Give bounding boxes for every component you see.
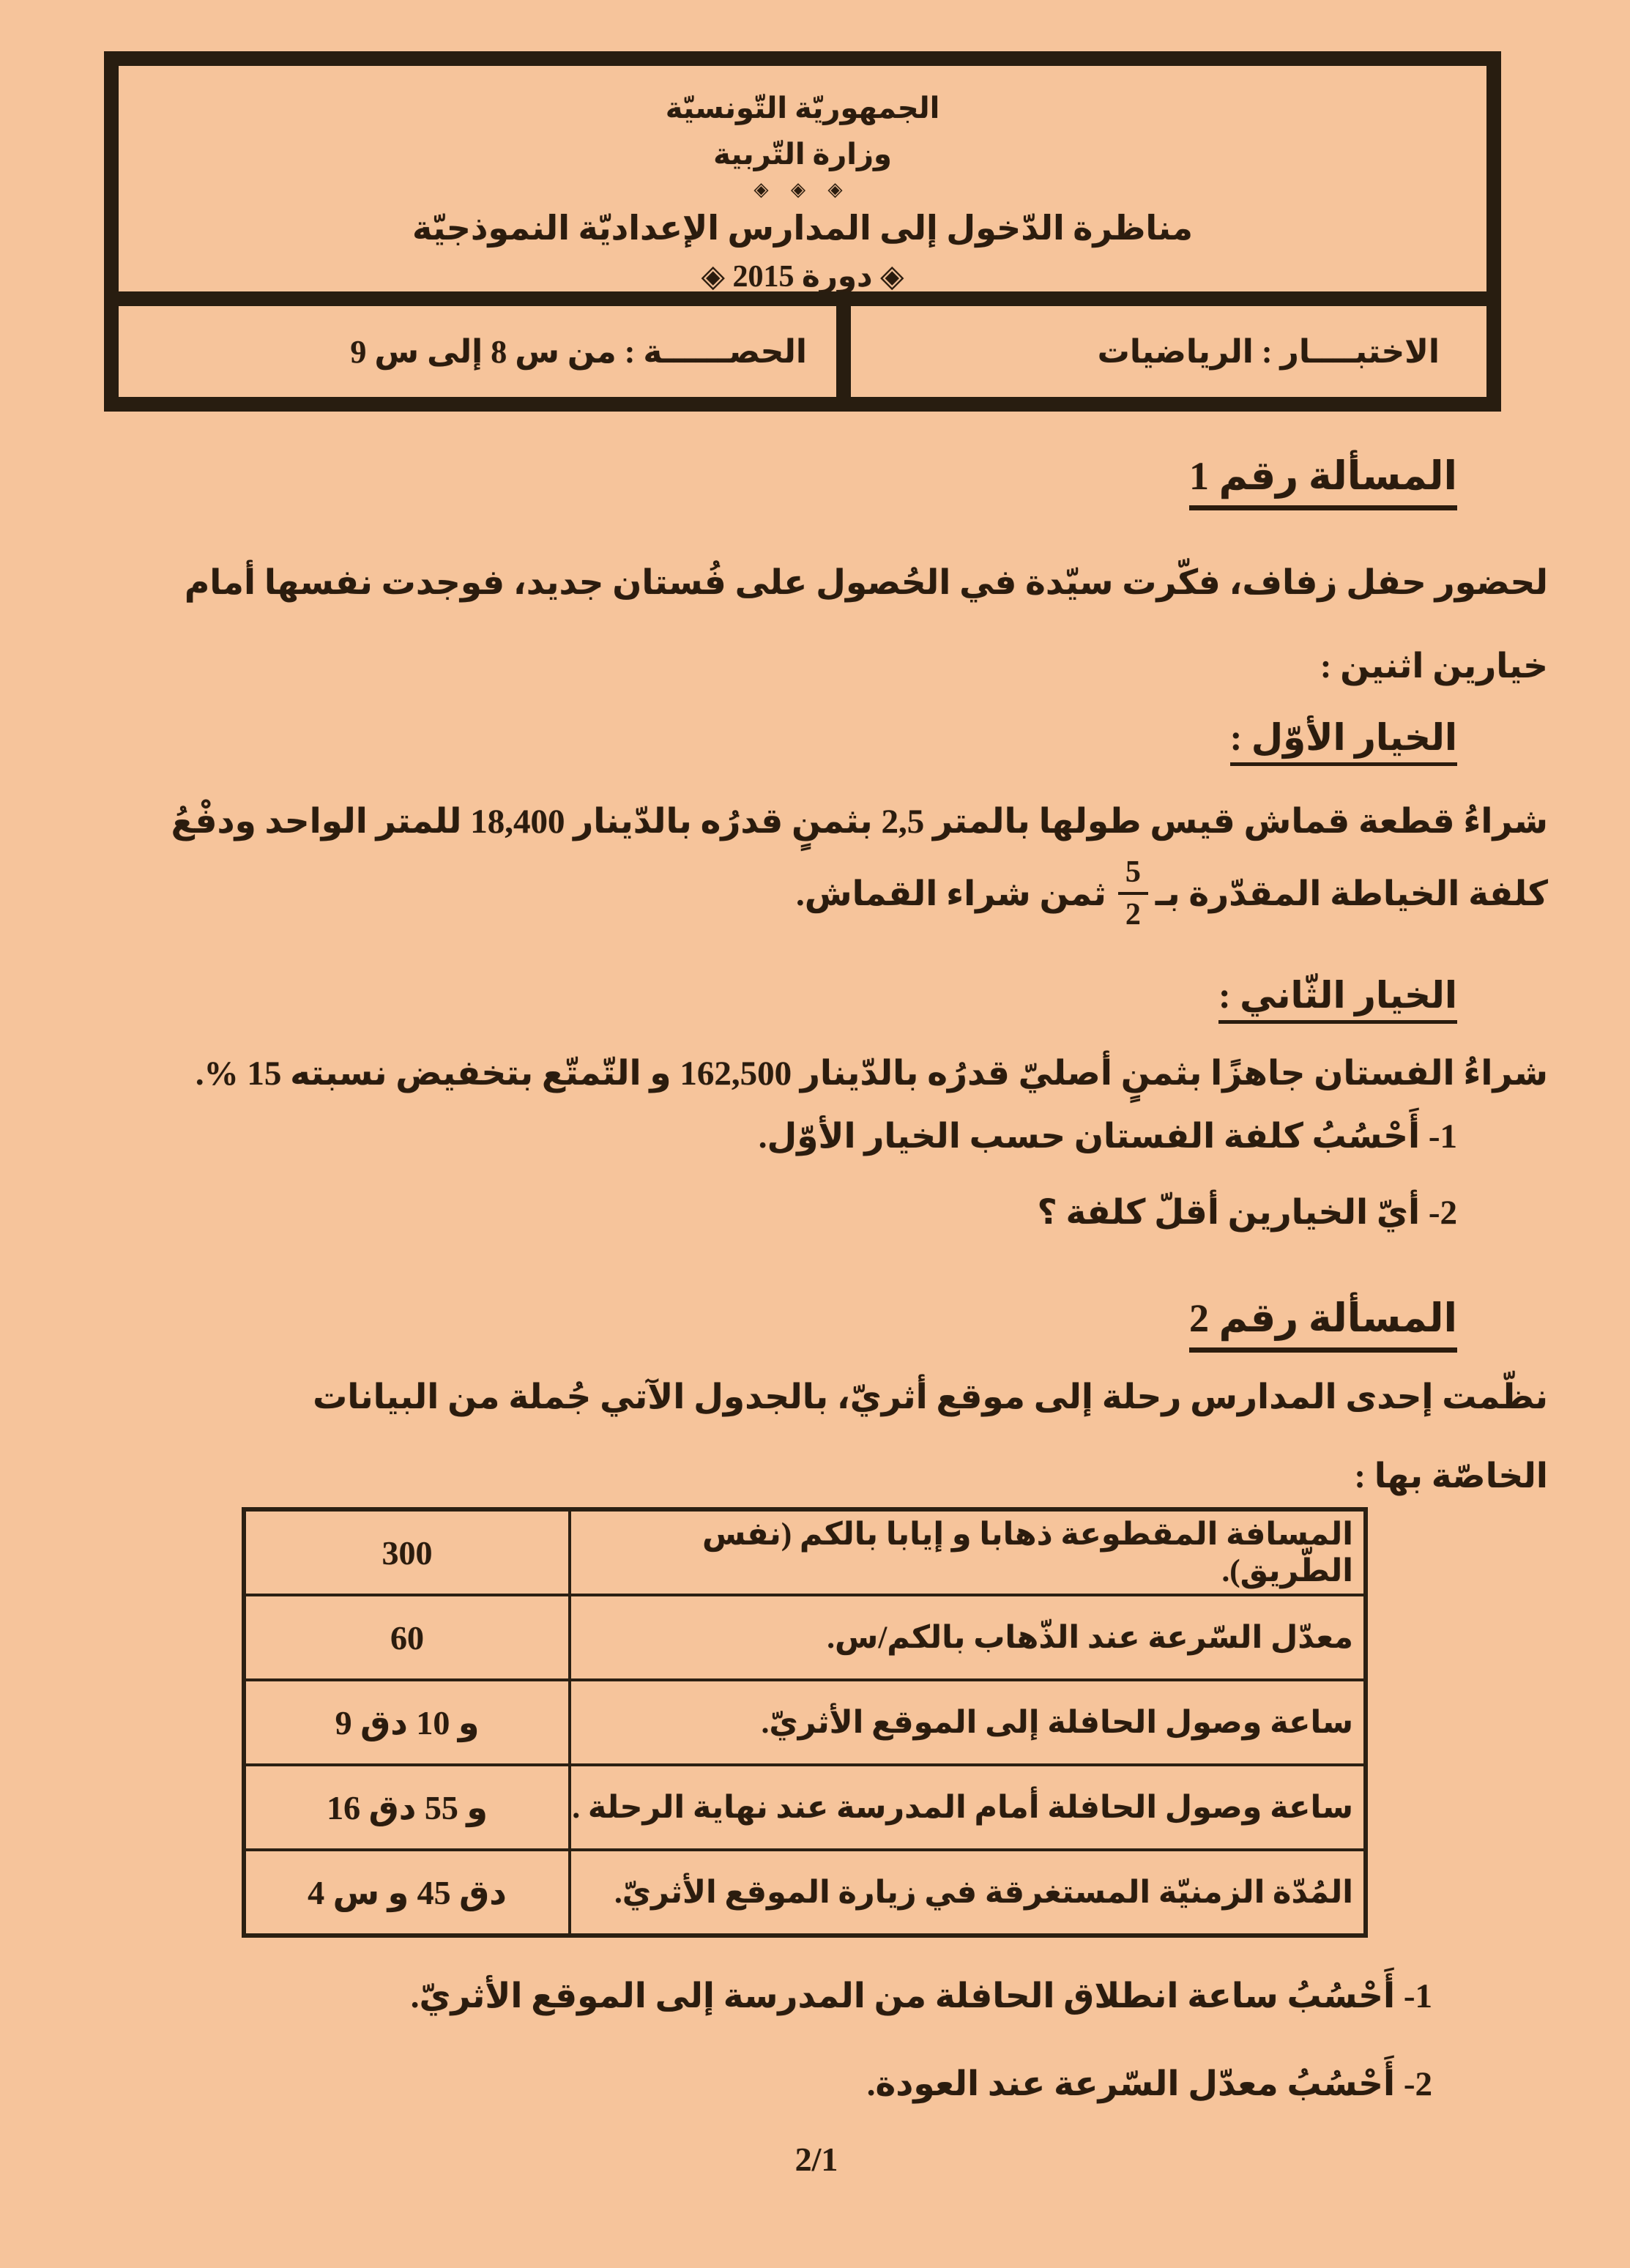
option1-heading-text: الخيار الأوّل :	[1230, 717, 1457, 766]
problem2-question2: 2- أَحْسُبُ معدّل السّرعة عند العودة.	[866, 2065, 1432, 2103]
exam-subject-cell: الاختبــــار : الرياضيات	[836, 306, 1486, 397]
problem1-intro-line2: خيارين اثنين :	[1320, 647, 1548, 685]
fabric-option-line: شراءُ قطعة قماش قيس طولها بالمتر 2,5 بثمنٍ قدرُه بالدّينار 18,400 للمتر الواحد ودفْعُ	[171, 803, 1548, 841]
problem2-intro-line1: نظّمت إحدى المدارس رحلة إلى موقع أثريّ، بالجدول الآتي جُملة من البيانات	[313, 1378, 1548, 1416]
table-row-distance	[246, 1512, 1363, 1594]
dress-option-line: شراءُ الفستان جاهزًا بثمنٍ أصليّ قدرُه بالدّينار 162,500 و التّمتّع بتخفيض نسبته 15‏ %.	[195, 1055, 1548, 1093]
republic-line: الجمهوريّة التّونسيّة	[665, 92, 940, 124]
table-row-arrival-school	[246, 1763, 1363, 1848]
problem1-question1: 1- أَحْسُبُ كلفة الفستان حسب الخيار الأوّل.	[758, 1118, 1457, 1156]
row-label: ساعة وصول الحافلة أمام المدرسة عند نهاية الرحلة .	[568, 1766, 1363, 1848]
problem1-title	[1189, 453, 1457, 499]
table-row-arrival-site	[246, 1678, 1363, 1763]
trip-data-table	[242, 1507, 1368, 1938]
row-label: ساعة وصول الحافلة إلى الموقع الأثريّ.	[568, 1681, 1363, 1763]
table-row-speed-go	[246, 1594, 1363, 1678]
option2-heading	[1218, 974, 1457, 1016]
row-value: 16 و 55 دق	[327, 1789, 488, 1826]
problem2-title	[1189, 1295, 1457, 1341]
row-value: 300	[382, 1533, 433, 1572]
contest-title: مناظرة الدّخول إلى المدارس الإعداديّة النموذجيّة	[412, 209, 1193, 247]
fraction-numerator: 5	[1118, 855, 1148, 895]
ministry-line: وزارة التّربية	[713, 138, 892, 171]
option2-heading-text: الخيار الثّاني :	[1218, 975, 1457, 1024]
problem2-question1: 1- أَحْسُبُ ساعة انطلاق الحافلة من المدرسة إلى الموقع الأثريّ.	[410, 1977, 1432, 2015]
sewing-cost-before: كلفة الخياطة المقدّرة بـ	[1155, 874, 1548, 913]
problem1-title-text: المسألة رقم 1	[1189, 454, 1457, 510]
row-label: المسافة المقطوعة ذهابا و إيابا بالكم (نفس الطّريق).	[568, 1512, 1363, 1594]
page-number: 2/1	[794, 2141, 838, 2178]
row-value: 4 س‎ و‎ 45 دق	[308, 1874, 507, 1911]
option1-heading	[1230, 716, 1457, 759]
session-time-cell: الحصــــــة : من س 8 إلى س 9	[350, 333, 807, 370]
fraction-five-halves	[1118, 855, 1148, 932]
problem2-intro-line2: الخاصّة بها :	[1354, 1457, 1548, 1495]
problem1-intro-line1: لحضور حفل زفاف، فكّرت سيّدة في الحُصول على فُستان جديد، فوجدت نفسها أمام	[184, 564, 1548, 602]
row-value: 60	[390, 1618, 424, 1657]
table-row-visit-duration	[246, 1848, 1363, 1933]
header-top-section	[119, 66, 1486, 306]
row-label: المُدّة الزمنيّة المستغرقة في زيارة الموقع الأثريّ.	[568, 1851, 1363, 1933]
problem1-question2: 2- أيّ الخيارين أقلّ كلفة ؟	[1037, 1194, 1457, 1232]
header-bottom-row	[119, 291, 1486, 397]
row-value: 9 و 10 دق	[335, 1704, 480, 1741]
sewing-cost-after: ثمن شراء القماش.	[796, 874, 1106, 913]
fraction-denominator: 2	[1125, 898, 1141, 932]
problem2-title-text: المسألة رقم 2	[1189, 1296, 1457, 1353]
sewing-cost-line	[796, 855, 1548, 932]
row-label: معدّل السّرعة عند الذّهاب بالكم/س.	[568, 1596, 1363, 1678]
header-box	[104, 51, 1501, 412]
ornament-diamonds-icon: ◈ ◈ ◈	[753, 179, 852, 200]
session-year-line: ◈ دورة 2015 ◈	[701, 260, 904, 294]
